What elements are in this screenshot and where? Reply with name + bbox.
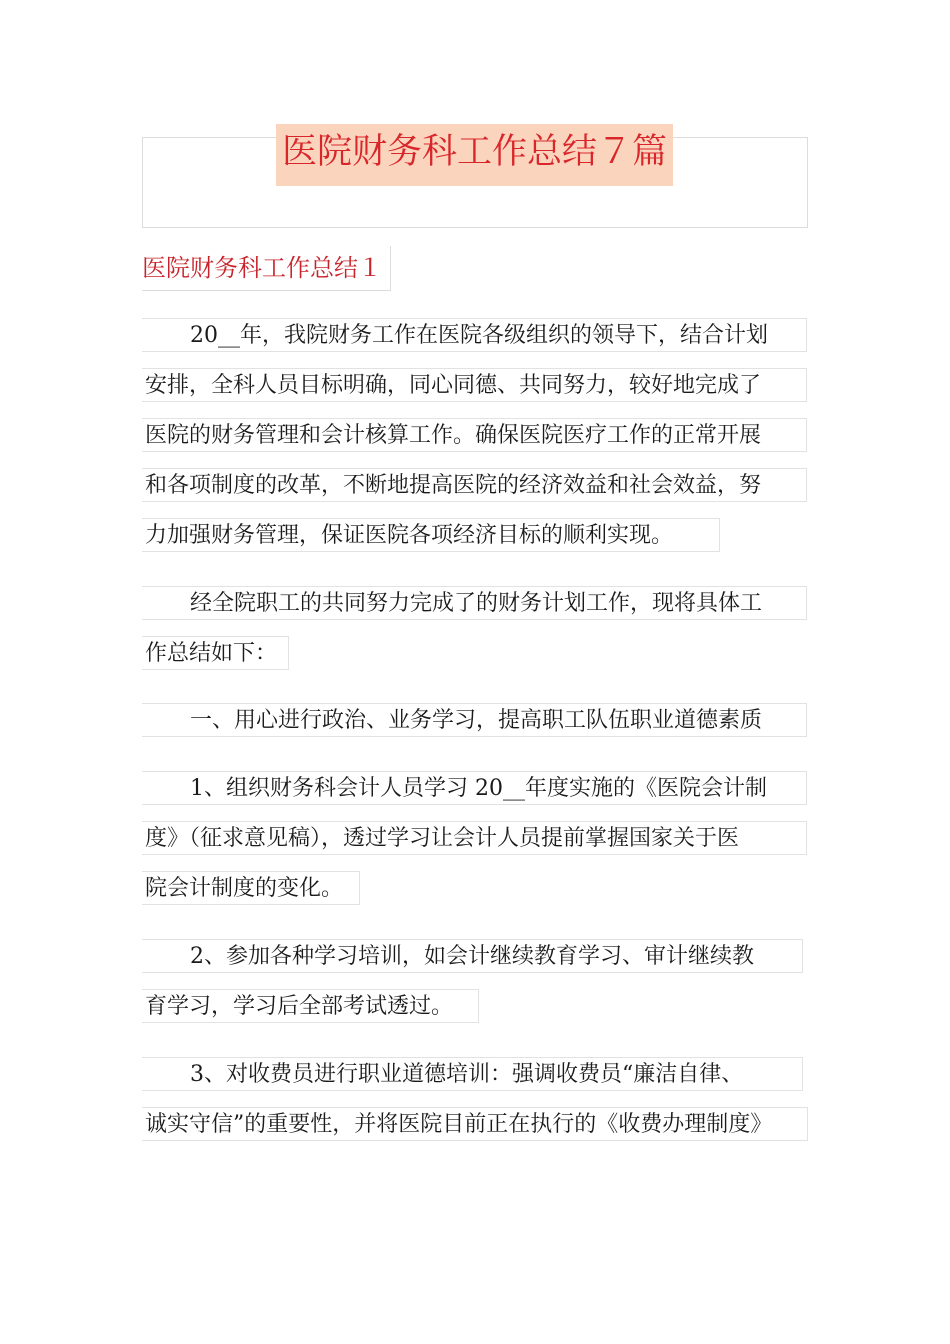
paragraph-line: 安排，全科人员目标明确，同心同德、共同努力，较好地完成了 [142, 368, 807, 402]
paragraph-line: 经全院职工的共同努力完成了的财务计划工作，现将具体工 [142, 586, 807, 620]
paragraph-line: 度》（征求意见稿），透过学习让会计人员提前掌握国家关于医 [142, 821, 807, 855]
paragraph-line: 2、参加各种学习培训，如会计继续教育学习、审计继续教 [142, 939, 803, 973]
paragraph-line: 力加强财务管理，保证医院各项经济目标的顺利实现。 [142, 518, 720, 552]
paragraph-line: 医院的财务管理和会计核算工作。确保医院医疗工作的正常开展 [142, 418, 807, 452]
paragraph-line: 院会计制度的变化。 [142, 871, 360, 905]
paragraph-line: 作总结如下： [142, 636, 289, 670]
paragraph-line: 3、对收费员进行职业道德培训：强调收费员“廉洁自律、 [142, 1057, 803, 1091]
paragraph-line: 1、组织财务科会计人员学习 20__年度实施的《医院会计制 [142, 771, 807, 805]
paragraph-line: 诚实守信”的重要性，并将医院目前正在执行的《收费办理制度》 [142, 1107, 808, 1141]
section-heading: 医院财务科工作总结１ [142, 246, 391, 291]
paragraph-line: 20__年，我院财务工作在医院各级组织的领导下，结合计划 [142, 318, 807, 352]
paragraph-line: 一、用心进行政治、业务学习，提高职工队伍职业道德素质 [142, 703, 807, 737]
paragraph-line: 育学习，学习后全部考试透过。 [142, 989, 479, 1023]
paragraph-line: 和各项制度的改革，不断地提高医院的经济效益和社会效益，努 [142, 468, 807, 502]
document-title: 医院财务科工作总结７篇 [276, 124, 673, 186]
